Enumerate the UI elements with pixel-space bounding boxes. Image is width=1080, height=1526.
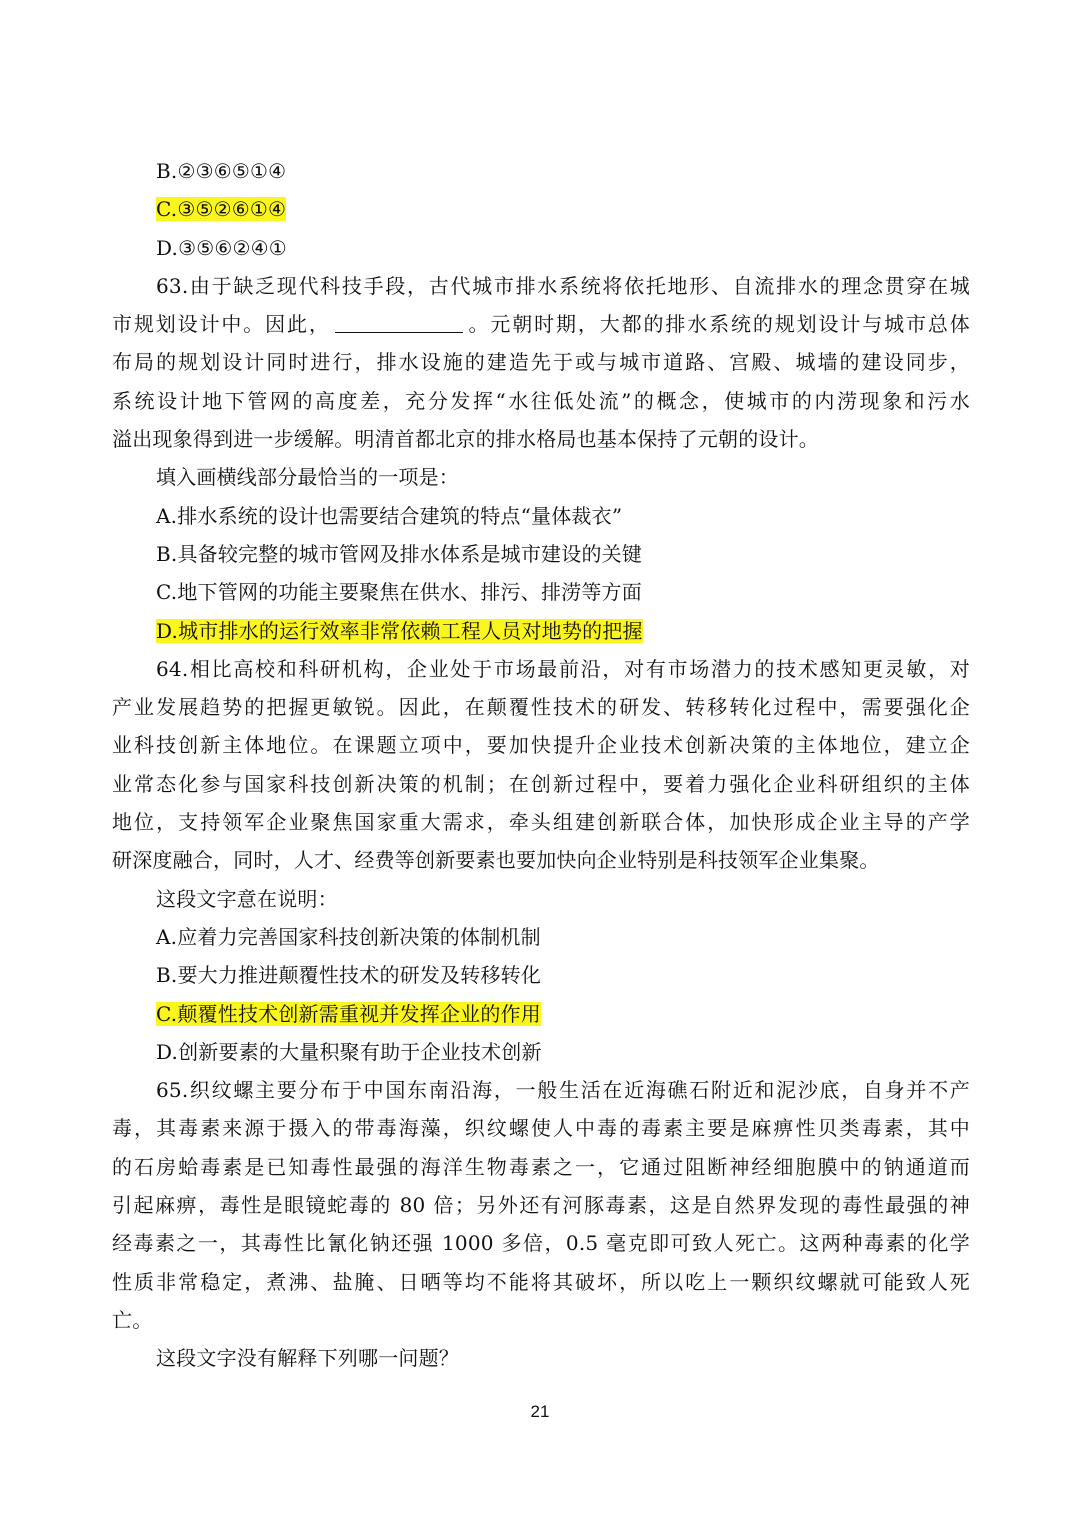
q65-line: 毒，其毒素来源于摄入的带毒海藻，织纹螺使人中毒的毒素主要是麻痹性贝类毒素，其中 — [112, 1116, 970, 1141]
q64-line: 产业发展趋势的把握更敏锐。因此，在颠覆性技术的研发、转移转化过程中，需要强化企 — [112, 695, 970, 720]
q63-prompt: 填入画横线部分最恰当的一项是： — [156, 465, 459, 490]
q65-line: 引起麻痹，毒性是眼镜蛇毒的 80 倍；另外还有河豚毒素，这是自然界发现的毒性最强的神 — [112, 1193, 970, 1218]
q63-option-b: B.具备较完整的城市管网及排水体系是城市建设的关键 — [156, 541, 643, 566]
answer-highlight: C.颠覆性技术创新需重视并发挥企业的作用 — [156, 1001, 541, 1026]
q62-option-c — [112, 190, 970, 228]
q64-line: 业常态化参与国家科技创新决策的机制；在创新过程中，要着力强化企业科研组织的主体 — [112, 771, 970, 796]
q65-line: 亡。 — [112, 1307, 153, 1332]
q64-option-c — [112, 995, 970, 1033]
answer-highlight: C.③⑤②⑥①④ — [156, 197, 287, 222]
q62-option-d: D.③⑤⑥②④① — [156, 235, 287, 260]
q64-line: 64.相比高校和科研机构，企业处于市场最前沿，对有市场潜力的技术感知更灵敏，对 — [156, 656, 970, 681]
q65-line: 65.织纹螺主要分布于中国东南沿海，一般生活在近海礁石附近和泥沙底，自身并不产 — [156, 1078, 970, 1103]
fill-in-blank — [335, 310, 463, 333]
q64-line: 业科技创新主体地位。在课题立项中，要加快提升企业技术创新决策的主体地位，建立企 — [112, 733, 970, 758]
q62-option-b: B.②③⑥⑤①④ — [156, 159, 287, 183]
q64-option-b: B.要大力推进颠覆性技术的研发及转移转化 — [156, 963, 542, 988]
page-number: 21 — [530, 1402, 550, 1421]
q63-line: 市规划设计中。因此， 。元朝时期，大都的排水系统的规划设计与城市总体 — [112, 312, 970, 337]
document-page — [112, 152, 970, 1378]
q65-stem — [112, 1071, 970, 1339]
q64-option-d: D.创新要素的大量积聚有助于企业技术创新 — [156, 1039, 542, 1064]
q64-prompt: 这段文字意在说明： — [156, 886, 338, 911]
q65-prompt: 这段文字没有解释下列哪一问题？ — [156, 1346, 459, 1371]
q63-option-a: A.排水系统的设计也需要结合建筑的特点“量体裁衣” — [156, 503, 623, 528]
q63-option-c: C.地下管网的功能主要聚焦在供水、排污、排涝等方面 — [156, 580, 642, 605]
q63-stem — [112, 267, 970, 458]
q63-line: 溢出现象得到进一步缓解。明清首都北京的排水格局也基本保持了元朝的设计。 — [112, 427, 819, 452]
q64-line: 研深度融合，同时，人才、经费等创新要素也要加快向企业特别是科技领军企业集聚。 — [112, 848, 880, 873]
q63-option-d — [112, 612, 970, 650]
q63-line: 系统设计地下管网的高度差，充分发挥“水往低处流”的概念，使城市的内涝现象和污水 — [112, 388, 970, 413]
q63-line: 布局的规划设计同时进行，排水设施的建造先于或与城市道路、宫殿、城墙的建设同步， — [112, 350, 970, 375]
q64-stem — [112, 650, 970, 880]
q65-line: 性质非常稳定，煮沸、盐腌、日晒等均不能将其破坏，所以吃上一颗织纹螺就可能致人死 — [112, 1269, 970, 1294]
q63-line: 63.由于缺乏现代科技手段，古代城市排水系统将依托地形、自流排水的理念贯穿在城 — [156, 273, 970, 298]
q65-line: 的石房蛤毒素是已知毒性最强的海洋生物毒素之一，它通过阻断神经细胞膜中的钠通道而 — [112, 1154, 970, 1179]
answer-highlight: D.城市排水的运行效率非常依赖工程人员对地势的把握 — [156, 618, 643, 643]
q64-line: 地位，支持领军企业聚焦国家重大需求，牵头组建创新联合体，加快形成企业主导的产学 — [112, 810, 970, 835]
q65-line: 经毒素之一，其毒性比氰化钠还强 1000 多倍，0.5 毫克即可致人死亡。这两种毒素的化学 — [112, 1231, 970, 1256]
q64-option-a: A.应着力完善国家科技创新决策的体制机制 — [156, 924, 541, 949]
